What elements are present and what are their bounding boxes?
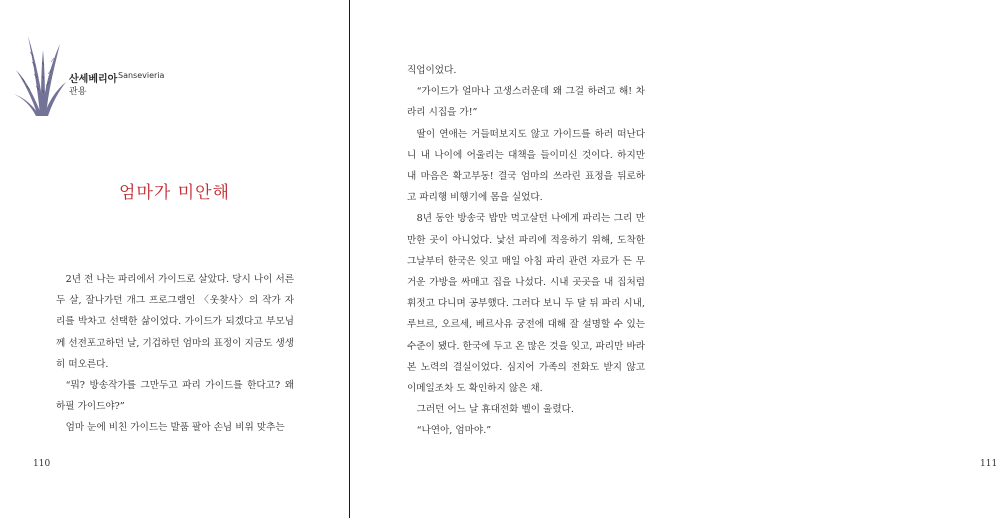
paragraph: 8년 동안 방송국 밥만 먹고살던 나에게 파리는 그리 만만한 곳이 아니었다. 낯선 파리에 적응하기 위해, 도착한 그날부터 한국은 잊고 매일 아침 파리 관련 자료가 든 무거운 가방을 싸매고 집을 나섰다. 시내 곳곳을 내 집처럼 휘젓고 다니며 공부했다. 그러다 보니 두 달 뒤 파리 시내, 루브르, 오르세, 베르사유 궁전에 대해 잘 설명할 수 있는 수준이 됐다. 한국에 두고 온 많은 것을 잊고, 파리만 바라본 노력의 결실이었다. 심지어 가족의 전화도 받지 않고 이메일조차 도 확인하지 않은 채. bbox=[407, 213, 645, 395]
plant-name-korean: 산세베리아 bbox=[69, 74, 118, 85]
paragraph: 직업이었다. bbox=[407, 65, 457, 76]
page-number: 110 bbox=[33, 459, 51, 469]
page-number: 111 bbox=[980, 459, 997, 469]
paragraph: 엄마 눈에 비친 가이드는 발품 팔아 손님 비위 맞추는 bbox=[65, 422, 285, 434]
right-body-text bbox=[407, 60, 645, 442]
left-body-text bbox=[56, 269, 294, 439]
left-page bbox=[0, 0, 349, 518]
chapter-title: 엄마가 미안해 bbox=[119, 183, 230, 203]
plant-meaning: 관용 bbox=[69, 87, 87, 97]
paragraph: 2년 전 나는 파리에서 가이드로 살았다. 당시 나이 서른 두 살, 잘나가던 개그 프로그램인 〈웃찾사〉의 작가 자리를 박차고 선택한 삶이었다. 가이드가 되겠다고 부모님께 선전포고하던 날, 기겁하던 엄마의 표정이 지금도 생생히 떠오른다. bbox=[56, 274, 294, 370]
paragraph: 그러던 어느 날 휴대전화 벨이 울렸다. bbox=[416, 404, 574, 416]
sansevieria-leaves-icon bbox=[14, 32, 66, 116]
paragraph: 딸이 연애는 거들떠보지도 않고 가이드를 하러 떠난다니 내 나이에 어울리는 대책을 들이미신 것이다. 하지만 내 마음은 확고부동! 결국 엄마의 쓰라린 표정을 뒤로하고 파리행 비행기에 몸을 실었다. bbox=[407, 128, 645, 204]
paragraph: “가이드가 얼마나 고생스러운데 왜 그걸 하려고 해! 차라리 시집을 가!” bbox=[407, 86, 645, 119]
paragraph: “나연아, 엄마야.” bbox=[416, 425, 492, 437]
plant-name-english: Sansevieria bbox=[118, 71, 165, 80]
paragraph: “뭐? 방송작가를 그만두고 파리 가이드를 한다고? 왜 하필 가이드야?” bbox=[56, 380, 294, 413]
plant-header bbox=[14, 32, 214, 122]
